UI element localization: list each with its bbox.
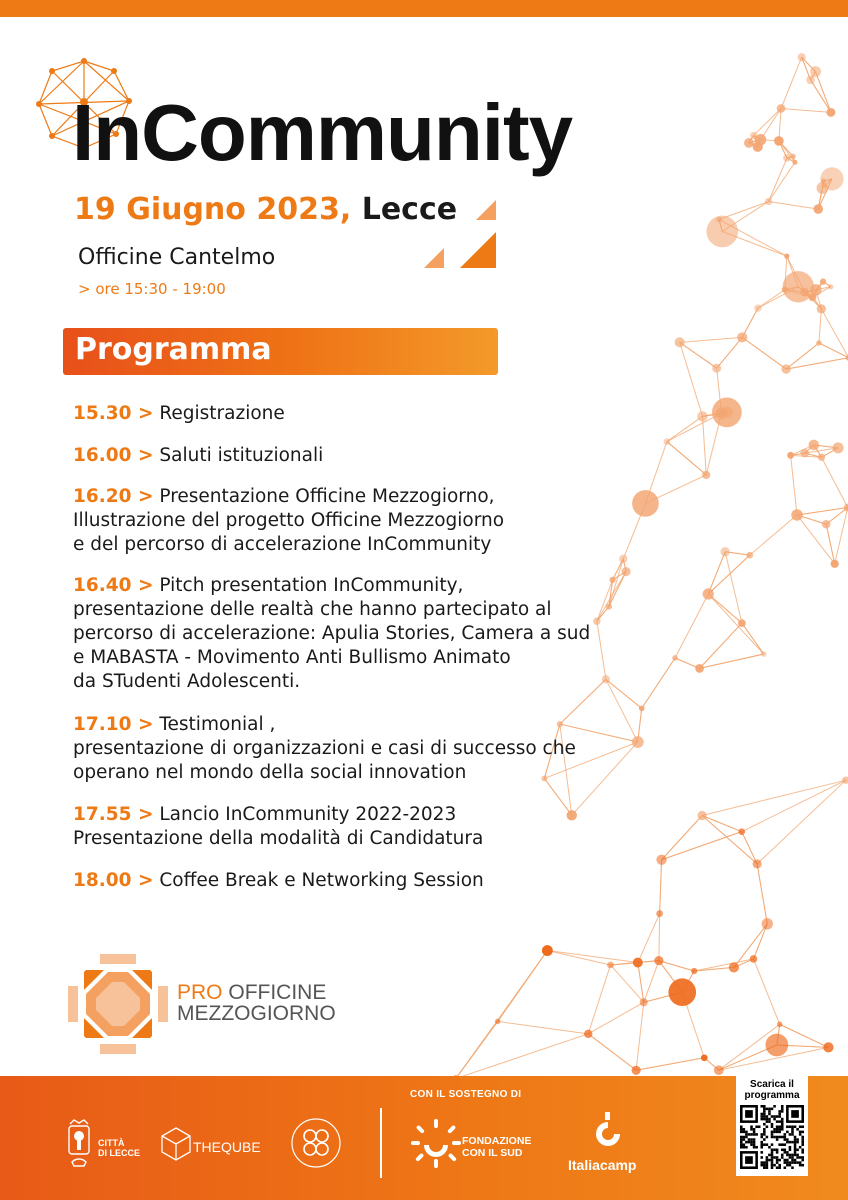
pro-officine-mezzogiorno-logo xyxy=(64,950,172,1058)
support-label: CON IL SOSTEGNO DI xyxy=(410,1089,522,1100)
network-node xyxy=(656,855,666,865)
network-node xyxy=(783,154,791,162)
network-node xyxy=(632,490,659,517)
programma-banner xyxy=(63,328,498,375)
network-node xyxy=(826,108,835,117)
network-node xyxy=(746,552,753,559)
event-title: InCommunity xyxy=(72,88,573,177)
network-node xyxy=(714,1065,724,1075)
event-city: Lecce xyxy=(361,192,458,227)
network-node xyxy=(607,962,614,969)
agenda-time: 16.00 > xyxy=(73,445,154,466)
agenda-item xyxy=(73,402,633,426)
network-node xyxy=(738,828,745,835)
network-node xyxy=(672,655,678,661)
agenda-item xyxy=(73,803,633,851)
agenda-line: 17.10 > Testimonial , xyxy=(73,714,276,735)
network-node xyxy=(831,560,839,568)
agenda-line: 15.30 > Registrazione xyxy=(73,403,285,424)
qr-code[interactable] xyxy=(740,1105,804,1169)
agenda-line: e del percorso di accelerazione InCommunity xyxy=(73,534,492,555)
agenda-line: da STudenti Adolescenti. xyxy=(73,671,301,692)
network-node xyxy=(744,138,754,148)
network-node xyxy=(697,411,708,422)
agenda-item xyxy=(73,444,633,468)
network-node xyxy=(809,293,817,301)
network-node xyxy=(639,706,645,712)
agenda-line: 18.00 > Coffee Break e Networking Session xyxy=(73,870,484,891)
network-node xyxy=(542,945,553,956)
network-node xyxy=(784,254,789,259)
network-node xyxy=(792,160,797,165)
agenda-item xyxy=(73,713,633,785)
network-node xyxy=(729,962,739,972)
network-node xyxy=(813,204,823,214)
network-node xyxy=(806,75,815,84)
network-node xyxy=(833,442,844,453)
network-node xyxy=(765,1034,788,1057)
association-emblem-icon xyxy=(290,1117,342,1169)
city-crest-icon xyxy=(66,1118,92,1170)
network-node xyxy=(777,104,786,113)
network-node xyxy=(664,438,671,445)
officine-word: OFFICINE xyxy=(228,981,327,1004)
agenda-line: presentazione di organizzazioni e casi di successo che xyxy=(73,738,576,759)
network-node xyxy=(818,454,825,461)
network-node xyxy=(750,955,758,963)
agenda-time: 16.40 > xyxy=(73,575,154,596)
fondazione-sun-icon xyxy=(410,1117,462,1169)
network-node xyxy=(820,278,826,284)
network-node xyxy=(817,304,826,313)
network-node xyxy=(762,918,773,929)
network-node xyxy=(633,958,643,968)
network-node xyxy=(761,651,767,657)
network-node xyxy=(816,340,822,346)
agenda-time: 17.55 > xyxy=(73,804,154,825)
network-node xyxy=(790,154,795,159)
fondazione-con-il-sud-logo: FONDAZIONE CON IL SUD xyxy=(462,1135,532,1159)
network-node xyxy=(822,520,830,528)
agenda-item xyxy=(73,869,633,893)
agenda-line: presentazione delle realtà che hanno partecipato al xyxy=(73,599,552,620)
network-node xyxy=(765,198,772,205)
network-node xyxy=(654,956,663,965)
agenda-line: e MABASTA - Movimento Anti Bullismo Animato xyxy=(73,647,511,668)
agenda-time: 15.30 > xyxy=(73,403,154,424)
network-node xyxy=(777,1022,783,1028)
agenda-line: operano nel mondo della social innovation xyxy=(73,762,467,783)
network-node xyxy=(809,440,820,451)
pro-officine-text xyxy=(177,982,336,1024)
network-node xyxy=(737,332,747,342)
agenda-time: 18.00 > xyxy=(73,870,154,891)
theqube-logo: THEQUBE xyxy=(193,1139,261,1155)
event-date: 19 Giugno 2023, xyxy=(74,192,352,227)
network-node xyxy=(656,910,663,917)
mezzogiorno-word: MEZZOGIORNO xyxy=(177,1002,336,1025)
network-node xyxy=(787,452,794,459)
network-node xyxy=(703,588,714,599)
agenda-list xyxy=(73,402,633,893)
network-node xyxy=(632,736,644,748)
network-node xyxy=(712,397,742,427)
network-node xyxy=(632,1066,641,1075)
network-node xyxy=(695,664,704,673)
network-node xyxy=(720,547,729,556)
pro-word: PRO xyxy=(177,981,223,1004)
theqube-cube-icon xyxy=(160,1126,192,1162)
agenda-line: Illustrazione del progetto Officine Mezzogiorno xyxy=(73,510,505,531)
network-node xyxy=(828,284,833,289)
programma-title: Programma xyxy=(75,332,272,367)
qr-caption: Scarica il programma xyxy=(744,1079,800,1101)
network-node xyxy=(810,66,821,77)
qr-download-card[interactable] xyxy=(736,1076,808,1176)
network-node xyxy=(640,998,648,1006)
venue: Officine Cantelmo xyxy=(78,245,276,270)
agenda-time: 17.10 > xyxy=(73,714,154,735)
network-node xyxy=(701,1054,708,1061)
agenda-line: Presentazione della modalità di Candidatura xyxy=(73,828,484,849)
network-node xyxy=(800,449,809,458)
network-node xyxy=(697,811,706,820)
network-node xyxy=(738,619,746,627)
network-node xyxy=(706,216,738,248)
agenda-line: 16.20 > Presentazione Officine Mezzogiorno, xyxy=(73,486,495,507)
network-node xyxy=(675,337,685,347)
network-node xyxy=(781,364,790,373)
network-node xyxy=(691,968,697,974)
network-node xyxy=(791,509,803,521)
decorative-triangles xyxy=(424,198,498,270)
citta-di-lecce-logo: CITTÀ DI LECCE xyxy=(98,1138,141,1158)
network-node xyxy=(668,978,696,1006)
network-node xyxy=(495,1019,501,1025)
network-node xyxy=(798,53,806,61)
agenda-line: 17.55 > Lancio InCommunity 2022-2023 xyxy=(73,804,457,825)
footer-divider xyxy=(380,1108,382,1178)
italiacamp-mark-icon xyxy=(596,1112,620,1148)
hours: > ore 15:30 - 19:00 xyxy=(78,280,226,298)
agenda-line: 16.00 > Saluti istituzionali xyxy=(73,445,324,466)
network-node xyxy=(823,1042,833,1052)
network-node xyxy=(753,142,763,152)
agenda-item xyxy=(73,485,633,557)
italiacamp-logo: Italiacamp xyxy=(568,1157,637,1173)
event-date-line xyxy=(74,193,457,226)
network-node xyxy=(754,305,761,312)
network-node xyxy=(817,182,829,194)
agenda-time: 16.20 > xyxy=(73,486,154,507)
network-node xyxy=(712,364,721,373)
agenda-item xyxy=(73,574,633,694)
network-node xyxy=(716,217,722,223)
network-node xyxy=(702,471,710,479)
network-node xyxy=(584,1030,592,1038)
agenda-line: percorso di accelerazione: Apulia Stories, Camera a sud xyxy=(73,623,591,644)
network-node xyxy=(774,136,784,146)
agenda-line: 16.40 > Pitch presentation InCommunity, xyxy=(73,575,464,596)
network-node xyxy=(753,859,762,868)
